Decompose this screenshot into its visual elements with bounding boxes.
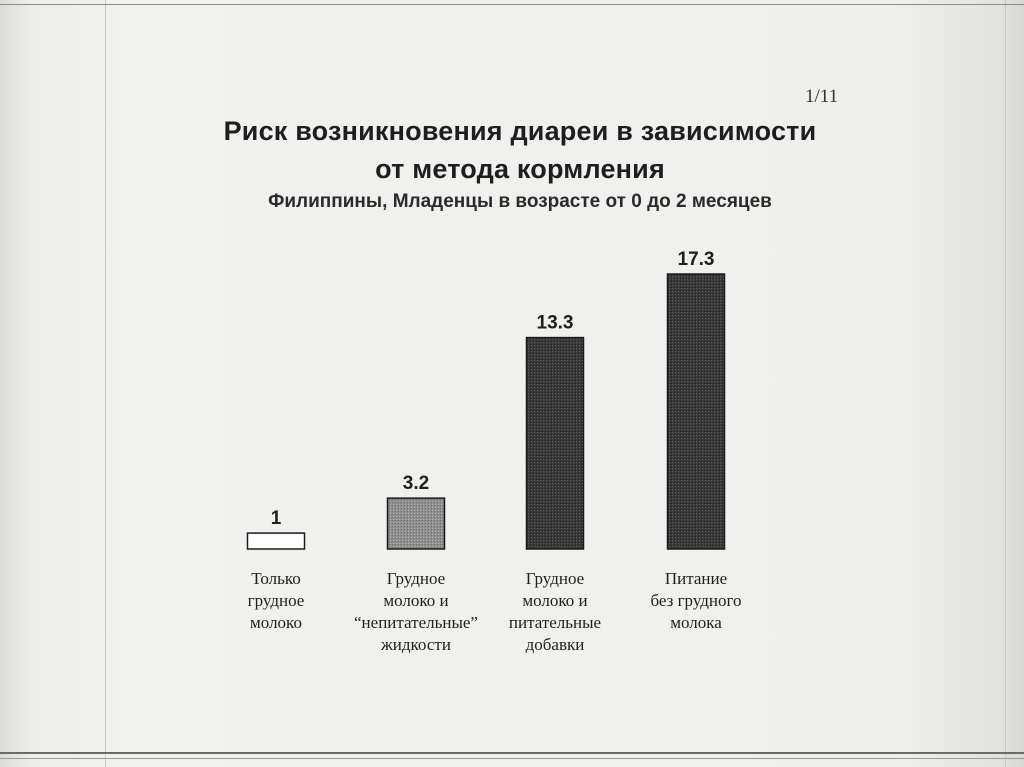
bar xyxy=(668,274,725,549)
category-label xyxy=(480,568,630,656)
category-label xyxy=(621,568,771,634)
category-label-line: молоко и xyxy=(383,591,449,610)
bar-value-label: 1 xyxy=(270,508,282,530)
category-label-line: питательные xyxy=(508,613,602,632)
category-label-line: молоко и xyxy=(522,591,588,610)
category-label xyxy=(341,568,491,656)
chart-subtitle: Филиппины, Младенцы в возрасте от 0 до 2 месяцев xyxy=(268,191,772,212)
chart-title-line: Риск возникновения диареи в зависимости xyxy=(223,116,817,146)
chart-title-line: от метода кормления xyxy=(375,154,665,184)
category-label-line: Только xyxy=(251,569,301,588)
category-label-line: Грудное xyxy=(525,569,585,588)
page-number: 1/11 xyxy=(805,86,839,107)
bar xyxy=(527,338,584,549)
category-label-line: Питание xyxy=(664,569,728,588)
bar xyxy=(388,498,445,549)
category-label-line: молока xyxy=(670,613,722,632)
category-label-line: молоко xyxy=(250,613,302,632)
category-label-line: без грудного xyxy=(650,591,742,610)
bar xyxy=(248,533,305,549)
bar-value-label: 13.3 xyxy=(536,312,574,334)
category-label-line: грудное xyxy=(247,591,305,610)
category-label xyxy=(201,568,351,634)
category-label-line: добавки xyxy=(525,635,585,654)
category-label-line: Грудное xyxy=(386,569,446,588)
bar-value-label: 17.3 xyxy=(677,249,715,270)
category-label-line: “непитательные” xyxy=(354,613,478,632)
bar-value-label: 3.2 xyxy=(402,473,430,495)
category-label-line: жидкости xyxy=(381,635,451,654)
